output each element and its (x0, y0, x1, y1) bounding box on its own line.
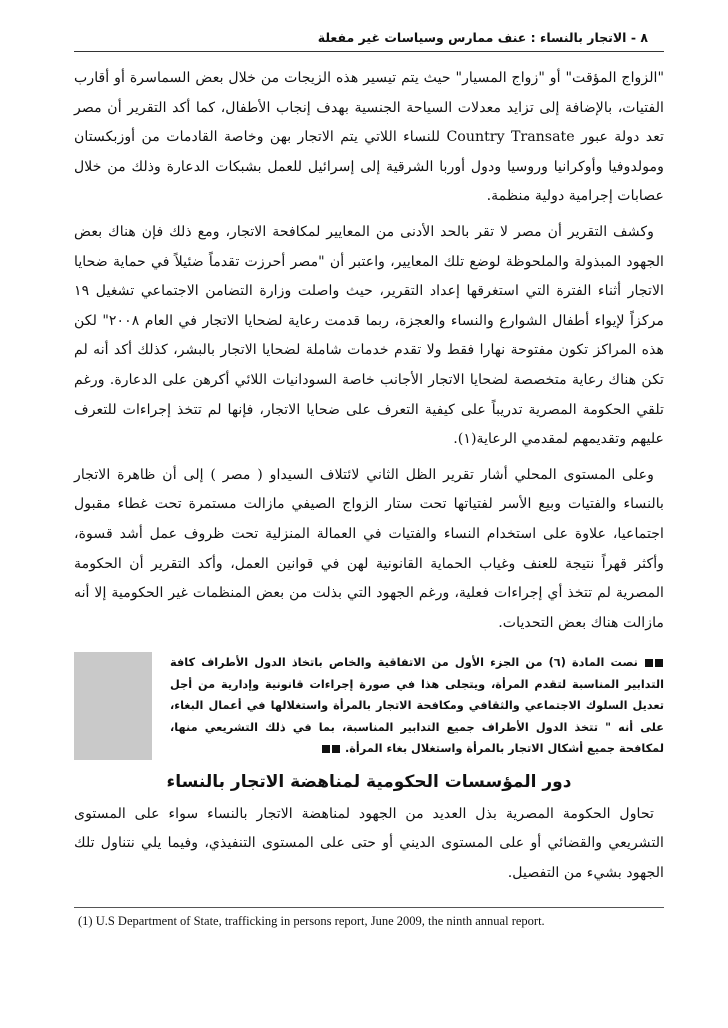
body-paragraph-2-text: وكشف التقرير أن مصر لا تقر بالحد الأدنى من المعايير لمكافحة الاتجار، ومع ذلك فإن هناك بعض الجهود المبذولة والملحوظة لوضع تلك المعايير، واعتبر أن "مصر أحرزت تقدماً ضئيلاً في حماية ضحايا الاتجار أثناء الفترة التي استغرقها إعداد التقرير، حيث واصلت وزارة التضامن الاجتماعي تشغيل ١٩ مركزاً لإيواء أطفال الشوارع والنساء والعجزة، ربما قدمت رعاية لضحايا الاتجار في العام ٢٠٠٨" لكن هذه المراكز تكون مفتوحة نهارا فقط ولا تقدم خدمات شاملة لضحايا الاتجار بالبشر، كذلك أكد أنه لم تكن هناك رعاية متخصصة لضحايا الاتجار الأجانب خاصة السودانيات اللائي أكرهن على الدعارة. ورغم تلقي الحكومة المصرية تدريباً على كيفية التعرف على ضحايا الاتجار، فإنها لم تتخذ إجراءات للتعرف عليهم وتقديمهم لمقدمي الرعاية(١). (74, 223, 664, 448)
quote-open-marker-icon (644, 656, 664, 669)
section-title: دور المؤسسات الحكومية لمناهضة الاتجار بالنساء (166, 771, 572, 792)
quote-close-marker-icon (321, 742, 341, 755)
running-header: ٨ - الاتجار بالنساء : عنف ممارس وسياسات غير مفعلة (74, 30, 664, 52)
body-paragraph-3 (74, 461, 664, 639)
section-paragraph-text: تحاول الحكومة المصرية بذل العديد من الجهود لمناهضة الاتجار بالنساء سواء على المستوى التشريعي والقضائي أو على المستوى الديني أو حتى على المستوى التنفيذي، وفيما يلي نتناول تلك الجهود بشيء من التفصيل. (74, 805, 664, 881)
quote-box (74, 652, 664, 760)
footnote: (1) U.S Department of State, trafficking in persons report, June 2009, the ninth annual report. (78, 913, 545, 928)
section-paragraph (74, 800, 664, 889)
body-paragraph-2 (74, 218, 664, 455)
quote-text: نصت المادة (٦) من الجزء الأول من الاتفاقية والخاص باتخاذ الدول الأطراف كافة التدابير المناسبة لتقدم المرأة، ويتجلى هذا في صورة إجراءات قانونية وإدارية من أجل تعديل السلوك الاجتماعي والثقافي ومكافحة الاتجار بالمرأة واستغلالها في أعمال البغاء، على أنه " تتخذ الدول الأطراف جميع التدابير المناسبة، بما في ذلك التشريعي منها، لمكافحة جميع أشكال الاتجار بالمرأة واستغلال بغاء المرأة. (170, 656, 664, 756)
body-paragraph-3-text: وعلى المستوى المحلي أشار تقرير الظل الثاني لائتلاف السيداو ( مصر ) إلى أن ظاهرة الاتجار بالنساء والفتيات وبيع الأسر لفتياتها تحت ستار الزواج الصيفي مازالت مستمرة تحت غطاء مقبول اجتماعيا، علاوة على استخدام النساء والفتيات في العمالة المنزلية تحت ظروف عمل أشد قسوة، وأكثر قهراً نتيجة للعنف وغياب الحماية القانونية لهن في قوانين العمل، وأكد التقرير أن الحكومة المصرية لم تتخذ أي إجراءات فعلية، ورغم الجهود التي بذلت من بعض المنظمات غير الحكومية إلا أنه مازالت هناك بعض التحديات. (74, 466, 664, 631)
body-paragraph-1: "الزواج المؤقت" أو "زواج المسيار" حيث يتم تيسير هذه الزيجات من خلال بعض السماسرة أو أقارب الفتيات، بالإضافة إلى تزايد معدلات السياحة الجنسية بهدف إنجاب الأطفال، كما أكد التقرير أن مصر تعد دولة عبور Country Transate للنساء اللاتي يتم الاتجار بهن وخاصة القادمات من أوزبكستان ومولدوفيا وأوكرانيا وروسيا ودول أوربا الشرقية إلى إسرائيل للعمل بشبكات الدعارة وذلك من خلال عصابات إجرامية دولية منظمة. (74, 70, 665, 205)
quote-side-bar (74, 652, 152, 760)
